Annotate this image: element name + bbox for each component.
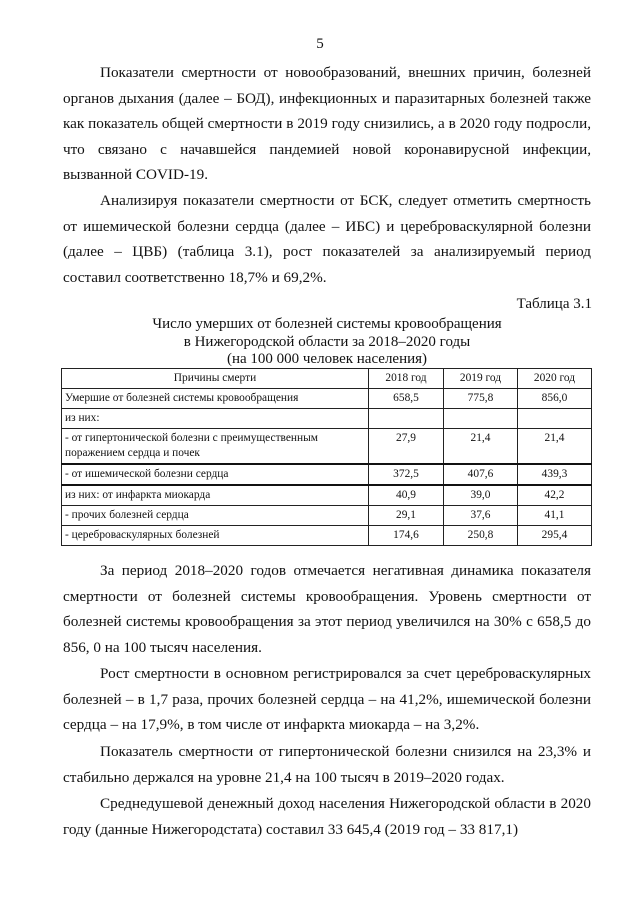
- table-row: [62, 485, 592, 506]
- table-cell-value: 40,9: [369, 485, 444, 506]
- table-cell-cause: из них:: [62, 409, 369, 429]
- table-cell-cause: - от ишемической болезни сердца: [62, 464, 369, 485]
- table-cell-value: 29,1: [369, 506, 444, 526]
- table-cell-value: 250,8: [444, 526, 518, 546]
- page-number: 5: [316, 36, 324, 52]
- table-cell-value: 372,5: [369, 464, 444, 485]
- table-cell-value: [444, 409, 518, 429]
- table-row: [62, 526, 592, 546]
- table-cell-value: 295,4: [518, 526, 592, 546]
- table-header-row: [62, 369, 592, 389]
- table-row: [62, 389, 592, 409]
- table-cell-value: [518, 409, 592, 429]
- table-cell-cause: - цереброваскулярных болезней: [62, 526, 369, 546]
- table-cell-cause: из них: от инфаркта миокарда: [62, 485, 369, 506]
- table-cell-value: 21,4: [444, 429, 518, 465]
- table-row: [62, 506, 592, 526]
- table-cell-value: 21,4: [518, 429, 592, 465]
- table-cell-value: 41,1: [518, 506, 592, 526]
- table-caption-line: Число умерших от болезней системы кровообращения: [152, 316, 502, 332]
- table-cell-value: 42,2: [518, 485, 592, 506]
- table-cell-value: 39,0: [444, 485, 518, 506]
- paragraph-negative-dynamics: За период 2018–2020 годов отмечается негативная динамика показателя смертности от болезней системы кровообращения. Уровень смертности от болезней системы кровообращения за этот период увеличился на 30% с 658,5 до 856, 0 на 100 тысяч населения.: [63, 562, 591, 656]
- table-cell-value: 658,5: [369, 389, 444, 409]
- table-header-cell: 2019 год: [444, 369, 518, 389]
- table-label: Таблица 3.1: [516, 296, 592, 312]
- table-caption-line: (на 100 000 человек населения): [226, 351, 428, 367]
- table-header-cell: Причины смерти: [62, 369, 369, 389]
- paragraph-bsk-analysis: Анализируя показатели смертности от БСК, следует отметить смертность от ишемической болезни сердца (далее – ИБС) и цереброваскулярной болезни (далее – ЦВБ) (таблица 3.1), рост показателей за анализируемый период составил соответственно 18,7% и 69,2%.: [63, 192, 591, 286]
- table-cell-value: 439,3: [518, 464, 592, 485]
- table-caption-line: в Нижегородской области за 2018–2020 годы: [183, 333, 471, 350]
- paragraph-hypertension: Показатель смертности от гипертонической болезни снизился на 23,3% и стабильно держался на уровне 21,4 на 100 тысяч в 2019–2020 годах.: [63, 743, 591, 786]
- table-row: [62, 409, 592, 429]
- table-cell-value: 407,6: [444, 464, 518, 485]
- table-header-cell: 2020 год: [518, 369, 592, 389]
- table-cell-cause: - от гипертонической болезни с преимущественным поражением сердца и почек: [62, 429, 369, 465]
- table-cell-cause: - прочих болезней сердца: [62, 506, 369, 526]
- table-row: [62, 429, 592, 465]
- table-cell-value: 856,0: [518, 389, 592, 409]
- table-cell-value: 174,6: [369, 526, 444, 546]
- table-cell-value: [369, 409, 444, 429]
- paragraph-mortality-growth: Рост смертности в основном регистрировался за счет цереброваскулярных болезней – в 1,7 раза, прочих болезней сердца – на 41,2%, ишемической болезни сердца – на 17,9%, в том числе от инфаркта миокарда – на 3,2%.: [63, 665, 591, 733]
- paragraph-income: Среднедушевой денежный доход населения Нижегородской области в 2020 году (данные Нижегородстата) составил 33 645,4 (2019 год – 33 817,1): [63, 795, 591, 838]
- table-row: [62, 464, 592, 485]
- table-header-cell: 2018 год: [369, 369, 444, 389]
- mortality-table: [61, 368, 592, 546]
- table-caption: [63, 316, 591, 369]
- table-cell-value: 27,9: [369, 429, 444, 465]
- table-cell-value: 37,6: [444, 506, 518, 526]
- table-cell-value: 775,8: [444, 389, 518, 409]
- paragraph-mortality-indicators: Показатели смертности от новообразований, внешних причин, болезней органов дыхания (далее – БОД), инфекционных и паразитарных болезней также как показатель общей смертности в 2019 году снизились, а в 2020 году подросли, что связано с начавшейся пандемией новой коронавирусной инфекции, вызванной COVID-19.: [63, 64, 591, 183]
- table-cell-cause: Умершие от болезней системы кровообращения: [62, 389, 369, 409]
